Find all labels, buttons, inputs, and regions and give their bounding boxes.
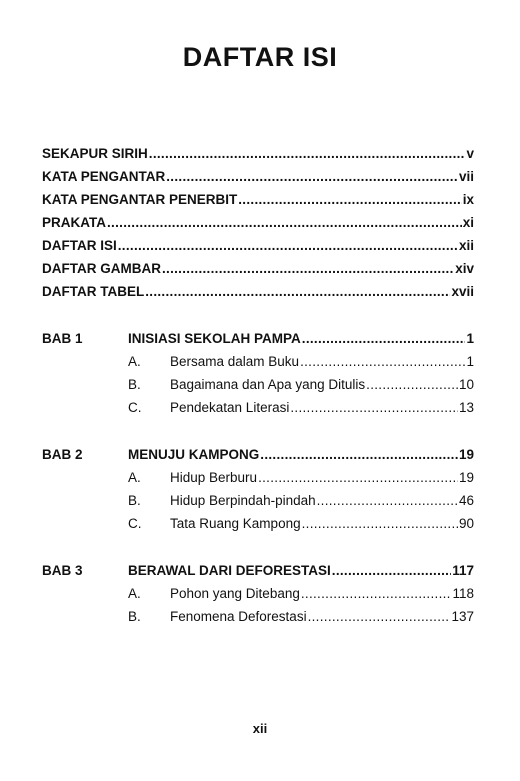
chapter-number: BAB 3 (42, 563, 83, 578)
dot-leader (145, 284, 450, 299)
section-title: Hidup Berpindah-pindah (170, 493, 316, 508)
dot-leader (290, 400, 458, 415)
toc-entry (42, 261, 474, 284)
page-title: DAFTAR ISI (182, 42, 338, 72)
toc-entry-page: v (466, 146, 474, 161)
chapter-title: MENUJU KAMPONG (128, 447, 260, 462)
dot-leader (162, 261, 454, 276)
chapter-number: BAB 1 (42, 331, 83, 346)
toc-entry (42, 284, 474, 307)
section-letter: B. (128, 377, 141, 392)
chapter-page: 1 (466, 331, 474, 346)
dot-leader (302, 331, 466, 346)
toc-entry (42, 146, 474, 169)
dot-leader (149, 146, 466, 161)
chapter-page: 19 (458, 447, 474, 462)
dot-leader (258, 470, 458, 485)
section-page: 13 (458, 400, 474, 415)
section-entry (42, 354, 474, 377)
section-title: Pendekatan Literasi (170, 400, 290, 415)
chapter-heading (42, 447, 474, 470)
chapter-page: 117 (452, 563, 474, 578)
toc-entry-page: vii (458, 169, 474, 184)
section-letter: A. (128, 470, 141, 485)
toc-entry-label: KATA PENGANTAR PENERBIT (42, 192, 238, 207)
dot-leader (238, 192, 461, 207)
toc-entry (42, 215, 474, 238)
section-letter: B. (128, 609, 141, 624)
section-entry (42, 516, 474, 539)
dot-leader (300, 354, 465, 369)
front-matter-list (42, 146, 474, 307)
section-letter: C. (128, 516, 142, 531)
section-letter: A. (128, 354, 141, 369)
toc-entry-page: xiv (455, 261, 474, 276)
toc-entry (42, 238, 474, 261)
section-page: 19 (458, 470, 474, 485)
section-page: 137 (451, 609, 474, 624)
dot-leader (260, 447, 458, 462)
section-page: 90 (458, 516, 474, 531)
chapter-list (42, 331, 474, 656)
section-page: 1 (466, 354, 474, 369)
dot-leader (332, 563, 451, 578)
dot-leader (166, 169, 458, 184)
dot-leader (118, 238, 458, 253)
toc-entry-page: xi (462, 215, 474, 230)
chapter-number: BAB 2 (42, 447, 83, 462)
toc-entry-page: xvii (451, 284, 474, 299)
dot-leader (308, 609, 451, 624)
section-page: 10 (458, 377, 474, 392)
chapter-block (42, 331, 474, 423)
section-title: Bersama dalam Buku (170, 354, 300, 369)
toc-entry-label: KATA PENGANTAR (42, 169, 166, 184)
toc-entry-page: ix (462, 192, 474, 207)
section-title: Bagaimana dan Apa yang Ditulis (170, 377, 366, 392)
toc-entry-label: DAFTAR TABEL (42, 284, 145, 299)
toc-entry-label: PRAKATA (42, 215, 106, 230)
dot-leader (301, 586, 452, 601)
section-title: Tata Ruang Kampong (170, 516, 301, 531)
section-title: Pohon yang Ditebang (170, 586, 300, 601)
chapter-title: BERAWAL DARI DEFORESTASI (128, 563, 331, 578)
toc-entry-label: DAFTAR ISI (42, 238, 117, 253)
section-page: 46 (458, 493, 474, 508)
section-page: 118 (452, 586, 474, 601)
chapter-block (42, 563, 474, 632)
toc-entry-page: xii (458, 238, 474, 253)
section-letter: B. (128, 493, 141, 508)
page-number: xii (252, 721, 268, 736)
section-entry (42, 493, 474, 516)
chapter-heading (42, 563, 474, 586)
toc-entry (42, 192, 474, 215)
dot-leader (107, 215, 462, 230)
section-title: Hidup Berburu (170, 470, 258, 485)
section-entry (42, 470, 474, 493)
dot-leader (317, 493, 458, 508)
chapter-block (42, 447, 474, 539)
toc-entry (42, 169, 474, 192)
section-letter: C. (128, 400, 142, 415)
chapter-heading (42, 331, 474, 354)
section-entry (42, 377, 474, 400)
chapter-title: INISIASI SEKOLAH PAMPA (128, 331, 301, 346)
dot-leader (366, 377, 458, 392)
section-title: Fenomena Deforestasi (170, 609, 307, 624)
section-entry (42, 609, 474, 632)
toc-entry-label: DAFTAR GAMBAR (42, 261, 161, 276)
section-entry (42, 586, 474, 609)
dot-leader (302, 516, 458, 531)
section-entry (42, 400, 474, 423)
toc-entry-label: SEKAPUR SIRIH (42, 146, 148, 161)
section-letter: A. (128, 586, 141, 601)
